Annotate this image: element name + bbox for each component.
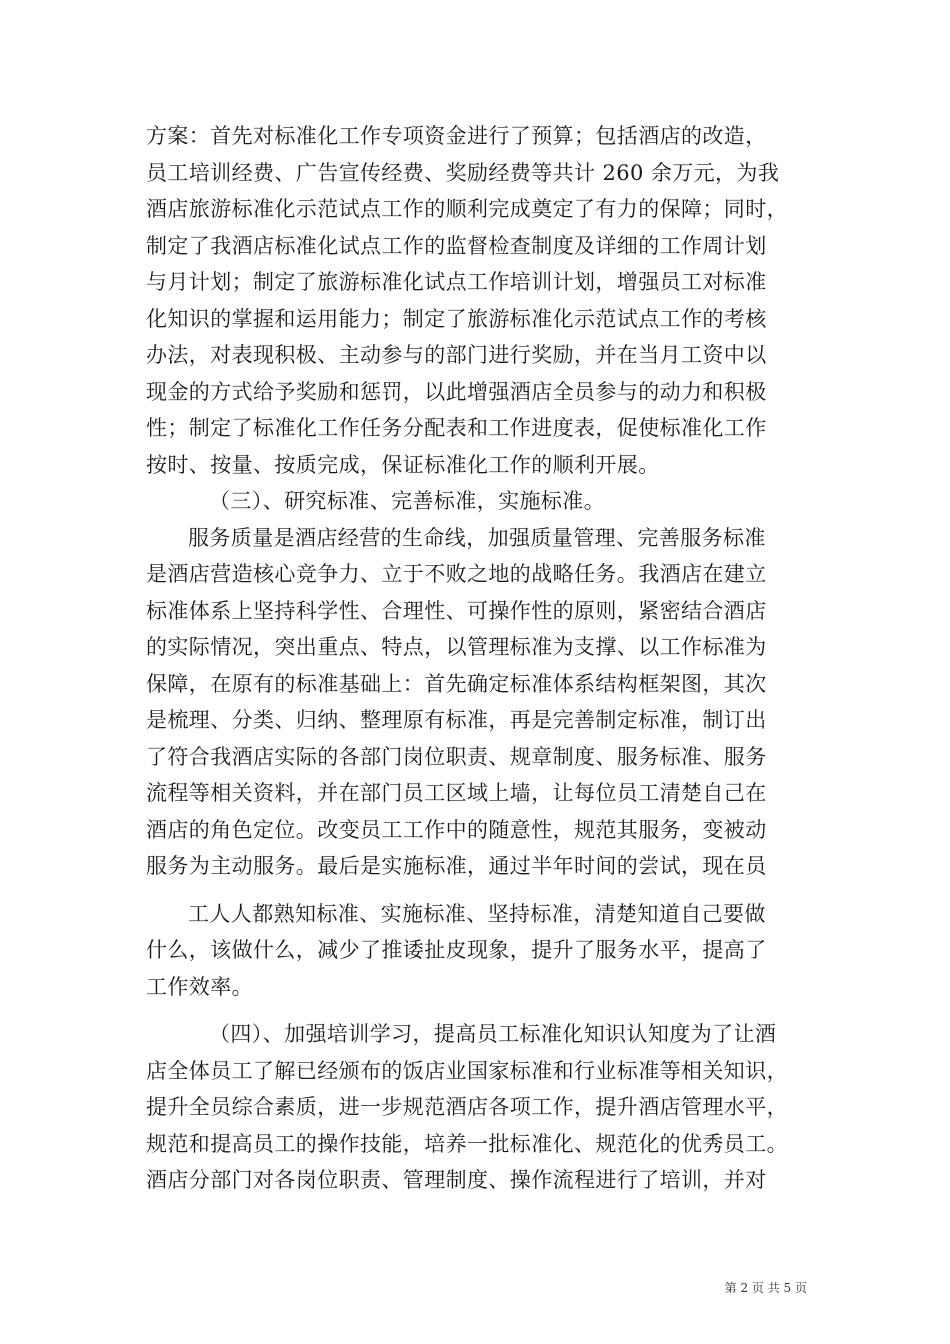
text-line: 是梳理、分类、归纳、整理原有标准，再是完善制定标准，制订出	[146, 708, 767, 732]
text-line: 规范和提高员工的操作技能，培养一批标准化、规范化的优秀员工。	[146, 1131, 788, 1156]
text-line: 性；制定了标准化工作任务分配表和工作进度表，促使标准化工作	[146, 416, 767, 440]
text-line: 工作效率。	[146, 974, 253, 999]
text-line: 提升全员综合素质，进一步规范酒店各项工作，提升酒店管理水平，	[146, 1095, 788, 1119]
paragraph-staff-standards	[146, 896, 810, 1006]
text-line: 酒店的角色定位。改变员工工作中的随意性，规范其服务，变被动	[146, 817, 767, 842]
paragraph-gap	[146, 885, 810, 896]
text-line: 酒店分部门对各岗位职责、管理制度、操作流程进行了培训，并对	[146, 1168, 767, 1192]
page-number: 第 2 页 共 5 页	[724, 1281, 807, 1295]
paragraph-training	[146, 1016, 810, 1199]
text-line: 化知识的掌握和运用能力；制定了旅游标准化示范试点工作的考核	[146, 306, 767, 331]
text-line: 制定了我酒店标准化试点工作的监督检查制度及详细的工作周计划	[146, 233, 767, 258]
text-line: 现金的方式给予奖励和惩罚，以此增强酒店全员参与的动力和积极	[146, 379, 767, 404]
text-line: 是酒店营造核心竞争力、立于不败之地的战略任务。我酒店在建立	[146, 562, 767, 586]
text-line: 与月计划；制定了旅游标准化试点工作培训计划，增强员工对标准	[146, 270, 767, 294]
text-line: 方案：首先对标准化工作专项资金进行了预算；包括酒店的改造，	[146, 124, 767, 148]
text-line: 按时、按量、按质完成，保证标准化工作的顺利开展。	[146, 452, 660, 477]
text-line: 员工培训经费、广告宣传经费、奖励经费等共计 260 余万元，为我	[146, 160, 780, 185]
text-line: 了符合我酒店实际的各部门岗位职责、规章制度、服务标准、服务	[146, 744, 767, 769]
paragraph-service-quality	[146, 520, 810, 885]
paragraph-funding	[146, 118, 810, 483]
text-line: 酒店旅游标准化示范试点工作的顺利完成奠定了有力的保障；同时，	[146, 197, 788, 221]
text-line: 服务质量是酒店经营的生命线，加强质量管理、完善服务标准	[188, 525, 766, 550]
text-line: 流程等相关资料，并在部门员工区域上墙，让每位员工清楚自己在	[146, 781, 767, 805]
body-text	[146, 118, 810, 1199]
section-heading-3	[146, 483, 810, 520]
text-line: 的实际情况，突出重点、特点，以管理标准为支撑、以工作标准为	[146, 635, 767, 659]
text-line: 服务为主动服务。最后是实施标准，通过半年时间的尝试，现在员	[146, 854, 767, 878]
text-line: 办法，对表现积极、主动参与的部门进行奖励，并在当月工资中以	[146, 343, 767, 367]
text-line: 标准体系上坚持科学性、合理性、可操作性的原则，紧密结合酒店	[146, 598, 767, 623]
text-line: 保障，在原有的标准基础上：首先确定标准体系结构框架图，其次	[146, 671, 767, 696]
text-line: 店全体员工了解已经颁布的饭店业国家标准和行业标准等相关知识，	[146, 1058, 788, 1083]
paragraph-gap	[146, 1005, 810, 1016]
text-line: （四）、加强培训学习，提高员工标准化知识认知度为了让酒	[209, 1022, 777, 1046]
text-line: 工人人都熟知标准、实施标准、坚持标准，清楚知道自己要做	[188, 901, 766, 926]
text-line: 什么，该做什么，减少了推诿扯皮现象，提升了服务水平，提高了	[146, 938, 767, 962]
heading-text: （三）、研究标准、完善标准，实施标准。	[209, 489, 606, 513]
